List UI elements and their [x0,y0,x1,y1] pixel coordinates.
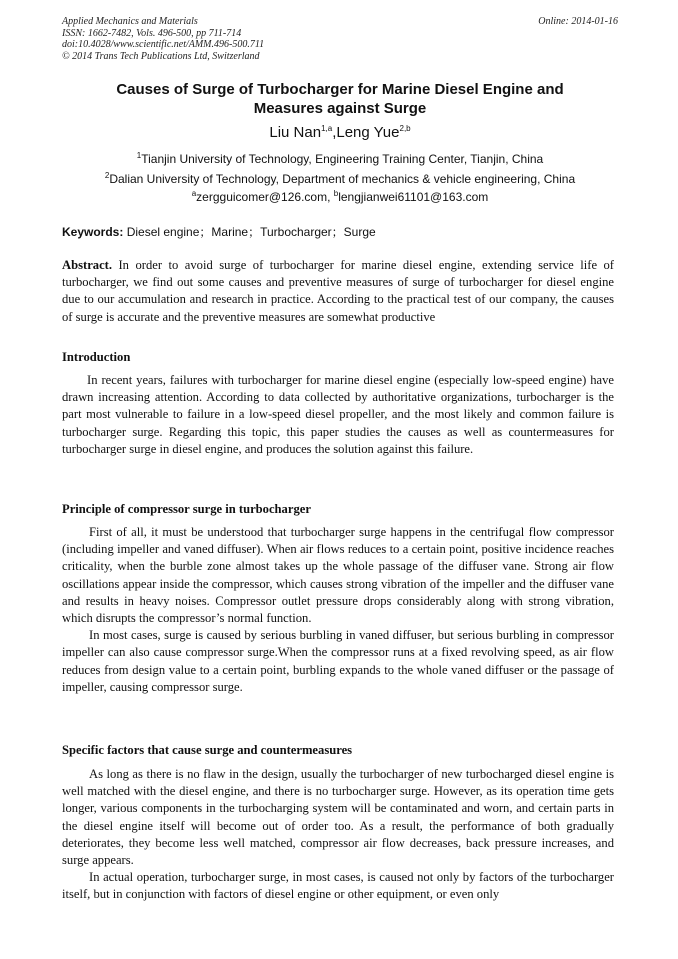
principle-body [62,524,614,696]
doi-line: doi:10.4028/www.scientific.net/AMM.496-500.711 [62,39,265,51]
paragraph: In actual operation, turbocharger surge, in most cases, is caused not only by factors of the turbocharger itself, but in conjunction with factors of diesel engine or other equipment, or even only [62,870,614,902]
author-2-name: Leng Yue [336,124,400,141]
title-line-2: Measures against Surge [253,99,427,117]
section-heading-specific-factors: Specific factors that cause surge and countermeasures [62,743,353,757]
online-date: Online: 2014-01-16 [538,16,618,27]
paragraph: In most cases, surge is caused by serious burbling in vaned diffuser, but serious burbling in compressor impeller can also cause compressor surge.When the compressor runs at a fixed revolving speed, as air flow reduces from design value to a certain point, burbling expands to the whole vaned diffuser or the passage of impeller, causing compressor surge. [62,628,614,694]
paragraph: As long as there is no flaw in the design, usually the turbocharger of new turbocharged diesel engine is well matched with the diesel engine, and there is no turbocharger surge. However, as its operation time gets longer, various components in the turbocharging system will be contaminated and worn, and certain parts in the diesel engine itself will become out of order too. As a result, the performance of both gradually deteriorates, they become less well matched, compressor air flow decreases, back pressure increases, and surge appears. [62,767,614,868]
abstract [62,257,614,326]
affiliation-1-text: Tianjin University of Technology, Engineering Training Center, Tianjin, China [141,152,544,166]
paragraph: First of all, it must be understood that turbocharger surge happens in the centrifugal flow compressor (including impeller and vaned diffuser). When air flows reduces to a certain point, positive incidence reaches criticality, when the burble zone almost takes up the whole passage of the diffuser vane. Strong air flow oscillations appear inside the compressor, which causes strong vibration of the impeller and the diffuser vane and results in heavy noises. Compressor outlet pressure drops considerably along with strong vibration, which disrupts the compressor’s normal function. [62,525,614,626]
affiliation-2-mark: 2 [104,171,110,180]
section-heading-principle: Principle of compressor surge in turbocharger [62,502,311,516]
author-emails [62,190,618,205]
abstract-label: Abstract. [62,258,113,272]
introduction-body [62,372,614,458]
journal-header [62,16,618,62]
author-2-affil-mark: 2,b [399,124,411,133]
paper-title [62,81,618,118]
affiliation-1-mark: 1 [136,151,142,160]
journal-name: Applied Mechanics and Materials [62,16,198,27]
specific-factors-body [62,766,614,904]
abstract-text: In order to avoid surge of turbocharger for marine diesel engine, extending service life of turbocharger, we find out some causes and preventive measures of surge of turbocharger for diesel engine due to our accumulation and research in practice. According to the practical test of our company, the causes of surge is accurate and the preventive measures are somewhat productive [62,258,614,324]
keywords-text: Diesel engine；Marine；Turbocharger；Surge [123,225,376,239]
author-1-affil-mark: 1,a [321,124,333,133]
author-list [62,124,618,142]
affiliation-2 [62,172,618,187]
keywords-label: Keywords: [62,225,124,239]
email-b-mark: b [333,189,339,198]
keywords [62,225,618,240]
affiliation-1 [62,152,618,167]
author-separator: , [332,124,337,141]
email-a[interactable]: zergguicomer@126.com, [196,190,334,204]
copyright-line: © 2014 Trans Tech Publications Ltd, Switzerland [62,50,260,62]
affiliation-2-text: Dalian University of Technology, Department of mechanics & vehicle engineering, China [109,172,576,186]
title-line-1: Causes of Surge of Turbocharger for Marine Diesel Engine and [116,81,564,98]
email-a-mark: a [191,189,197,198]
section-heading-introduction: Introduction [62,350,131,364]
author-1-name: Liu Nan [269,124,322,141]
email-b[interactable]: lengjianwei61101@163.com [338,190,489,204]
issn-line: ISSN: 1662-7482, Vols. 496-500, pp 711-714 [62,27,242,39]
paragraph: In recent years, failures with turbocharger for marine diesel engine (especially low-speed engine) have drawn increasing attention. According to data collected by authoritative organizations, turbocharger is the part most vulnerable to failure in a low-speed diesel propeller, and the most likely and common failure is turbocharger surge. Regarding this topic, this paper studies the causes as well as countermeasures for turbocharger surge in diesel engine, and produces the solution against this failure. [62,373,614,456]
